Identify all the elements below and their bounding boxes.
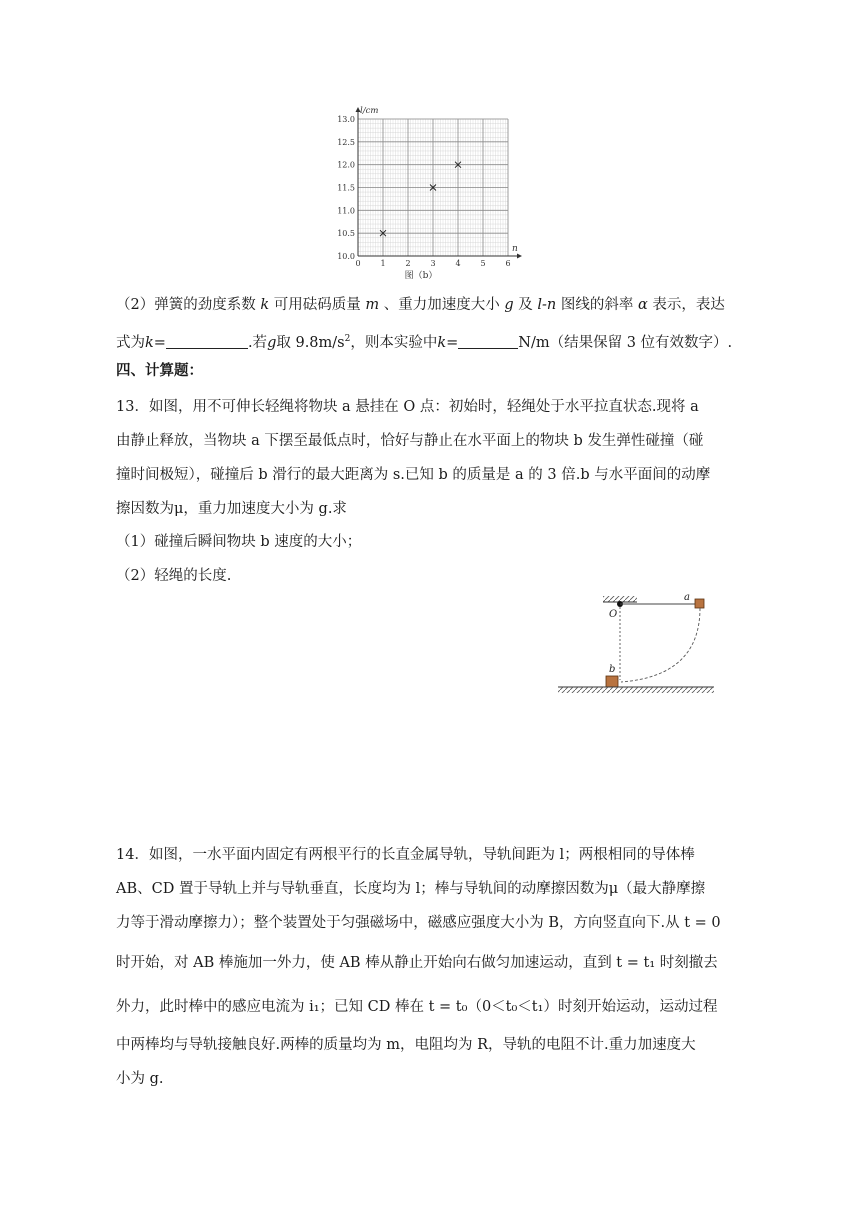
q14-line: 14．如图，一水平面内固定有两根平行的长直金属导轨，导轨间距为 l；两根相同的导体棒 (116, 847, 695, 863)
q14-line: 小为 g. (116, 1071, 164, 1087)
y-tick-label: 13.0 (337, 115, 355, 124)
q13-line: 13．如图，用不可伸长轻绳将物块 a 悬挂在 O 点：初始时，轻绳处于水平拉直状态.现将 a (116, 399, 699, 415)
q12-var-k: k (260, 297, 270, 313)
label-b: b (609, 664, 616, 675)
chart-caption: 图（b） (404, 271, 438, 281)
q13-subquestion-1: （1）碰撞后瞬间物块 b 速度的大小； (116, 534, 362, 550)
x-tick-label: 0 (355, 259, 361, 268)
q14-line: AB、CD 置于导轨上并与导轨垂直，长度均为 l；棒与导轨间的动摩擦因数为μ（最大静摩擦 (116, 881, 706, 897)
y-tick-label: 11.0 (337, 206, 355, 216)
y-tick-label: 10.0 (337, 252, 355, 261)
q13-line: 擦因数为μ，重力加速度大小为 g.求 (116, 501, 347, 517)
q12-text: = (153, 334, 166, 351)
q14-line: 时开始，对 AB 棒施加一外力，使 AB 棒从静止开始向右做匀加速运动，直到 t = t₁ 时刻撤去 (116, 955, 718, 971)
section-heading-calculation: 四、计算题： (116, 362, 203, 379)
x-tick-label: 2 (405, 259, 411, 268)
ground-hatch (558, 687, 714, 693)
y-tick-label: 10.5 (337, 229, 355, 239)
q12-var-g: g (267, 334, 277, 351)
x-tick-label: 4 (455, 259, 461, 268)
block-b (606, 676, 618, 687)
q12-text: .若 (247, 334, 268, 351)
q13-line: 撞时间极短），碰撞后 b 滑行的最大距离为 s.已知 b 的质量是 a 的 3 倍.b 与水平面间的动摩 (116, 467, 711, 483)
q12-var-m: m (365, 297, 380, 313)
q12-text: 可用砝码质量 (273, 297, 361, 313)
q12-text: = (446, 334, 459, 351)
x-tick-label: 3 (430, 259, 436, 268)
q12-var-k: k (145, 334, 154, 351)
y-tick-label: 12.5 (337, 137, 355, 147)
q12-text: （2）弹簧的劲度系数 (116, 297, 256, 313)
x-tick-label: 1 (380, 259, 386, 268)
q12-text: 、重力加速度大小 (383, 297, 500, 313)
q14-line: 力等于滑动摩擦力）；整个装置处于匀强磁场中，磁感应强度大小为 B，方向竖直向下.从 t = 0 (116, 915, 721, 931)
q12-var-ln: l-n (537, 297, 557, 313)
q12-var-alpha: α (637, 297, 648, 313)
label-a: a (684, 592, 690, 603)
q14-line: 中两棒均与导轨接触良好.两棒的质量均为 m，电阻均为 R，导轨的电阻不计.重力加速度大 (116, 1037, 696, 1053)
chart-y-axis-label: l/cm (360, 106, 379, 116)
q12-superscript: 2 (344, 334, 351, 344)
q12-text: ，则本实验中 (350, 334, 438, 351)
q14-line: 外力，此时棒中的感应电流为 i₁；已知 CD 棒在 t = t₀（0＜t₀＜t₁）时刻开始运动，运动过程 (116, 999, 718, 1015)
x-tick-label: 6 (505, 259, 511, 268)
q12-text: 及 (518, 297, 533, 313)
q12-var-k: k (437, 334, 447, 351)
x-tick-label: 5 (480, 259, 486, 268)
chart-x-axis-label: n (512, 244, 518, 254)
q12-text: N/m（结果保留 3 位有效数字）. (518, 334, 733, 351)
q12-text: 表示，表达 (652, 297, 725, 313)
y-tick-label: 11.5 (337, 183, 355, 193)
q12-text: 图线的斜率 (560, 297, 634, 313)
q12-text: 取 9.8m/s (276, 334, 345, 351)
q13-subquestion-2: （2）轻绳的长度. (116, 568, 232, 584)
q12-var-g: g (504, 297, 514, 313)
block-a (695, 599, 704, 608)
label-o: O (609, 609, 618, 620)
q12-text: 式为 (116, 334, 145, 351)
swing-arc (621, 608, 700, 682)
q13-line: 由静止释放，当物块 a 下摆至最低点时，恰好与静止在水平面上的物块 b 发生弹性碰撞（碰 (116, 433, 704, 449)
y-tick-label: 12.0 (337, 160, 355, 170)
